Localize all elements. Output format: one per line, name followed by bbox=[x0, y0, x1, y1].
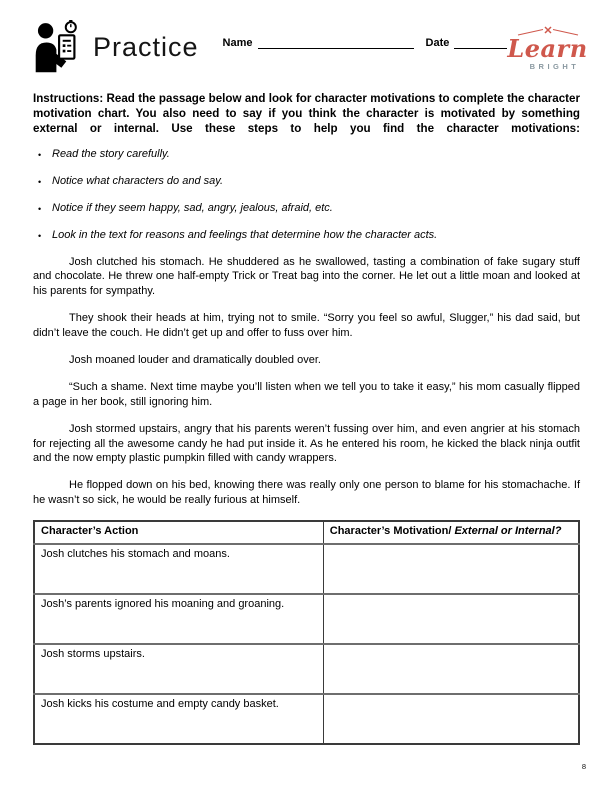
reading-passage bbox=[33, 255, 580, 507]
passage-paragraph: “Such a shame. Next time maybe you’ll listen when we tell you to take it easy,” his mom casually flipped a page in her book, still ignoring him. bbox=[33, 381, 580, 408]
table-header-row bbox=[34, 521, 579, 544]
instructions-text: Instructions: Read the passage below and look for character motivations to complete the character motivation chart. You also need to say if you think the character is motivated by something external or internal. Use these steps to help you find the character motivations: bbox=[33, 92, 580, 135]
list-item bbox=[38, 228, 580, 243]
list-item bbox=[38, 147, 580, 162]
step-text: Look in the text for reasons and feelings that determine how the character acts. bbox=[52, 229, 438, 241]
action-cell: Josh kicks his costume and empty candy basket. bbox=[34, 694, 323, 744]
step-text: Read the story carefully. bbox=[52, 148, 170, 160]
motivation-answer-cell bbox=[323, 644, 579, 694]
logo-subtext: BRIGHT bbox=[529, 61, 580, 71]
date-blank-line bbox=[454, 37, 507, 49]
column-header-action: Character’s Action bbox=[34, 521, 323, 544]
page-title: Practice bbox=[93, 31, 199, 62]
motivation-answer-cell bbox=[323, 594, 579, 644]
page-number: 8 bbox=[581, 762, 586, 771]
table-row bbox=[34, 544, 579, 594]
passage-paragraph: Josh clutched his stomach. He shuddered as he swallowed, tasting a combination of fake sugary stuff and chocolate. He threw one half-empty Trick or Treat bag into the corner. He let out a little moan and looked at his parents for sympathy. bbox=[33, 256, 580, 297]
character-motivation-table bbox=[33, 520, 580, 745]
bullet-marker: • bbox=[38, 204, 42, 214]
steps-list bbox=[33, 147, 580, 243]
column-header-motivation-text: Character’s Motivation/ bbox=[329, 525, 452, 538]
passage-paragraph: They shook their heads at him, trying not to smile. “Sorry you feel so awful, Slugger,” his dad said, but didn’t leave the couch. He didn’t get up and offer to fuss over him. bbox=[33, 312, 580, 339]
column-header-motivation bbox=[323, 521, 579, 544]
name-blank-line bbox=[258, 37, 414, 49]
bullet-marker: • bbox=[38, 150, 42, 160]
person-checklist-stopwatch-icon bbox=[33, 19, 87, 75]
step-text: Notice if they seem happy, sad, angry, jealous, afraid, etc. bbox=[52, 202, 333, 214]
table-row bbox=[34, 644, 579, 694]
action-cell: Josh’s parents ignored his moaning and groaning. bbox=[34, 594, 323, 644]
table-row bbox=[34, 594, 579, 644]
action-cell: Josh storms upstairs. bbox=[34, 644, 323, 694]
passage-paragraph: He flopped down on his bed, knowing there was really only one person to blame for his stomachache. If he wasn’t so sick, he would be really furious at himself. bbox=[33, 479, 580, 506]
name-date-fields bbox=[223, 37, 508, 57]
motivation-answer-cell bbox=[323, 694, 579, 744]
passage-paragraph: Josh stormed upstairs, angry that his parents weren’t fussing over him, and even angrier at his stomach for rejecting all the awesome candy he had put inside it. As he entered his room, he kicked the black ninja outfit and the now empty plastic pumpkin filled with candy wrappers. bbox=[33, 423, 580, 465]
date-label: Date bbox=[425, 37, 450, 49]
motivation-answer-cell bbox=[323, 544, 579, 594]
bullet-marker: • bbox=[38, 177, 42, 187]
list-item bbox=[38, 174, 580, 189]
name-label: Name bbox=[222, 37, 253, 49]
step-text: Notice what characters do and say. bbox=[52, 175, 223, 187]
passage-paragraph: Josh moaned louder and dramatically doubled over. bbox=[69, 354, 321, 367]
header bbox=[33, 0, 588, 76]
logo-word: Learn bbox=[507, 33, 588, 63]
action-cell: Josh clutches his stomach and moans. bbox=[34, 544, 323, 594]
list-item bbox=[38, 201, 580, 216]
bullet-marker: • bbox=[38, 231, 42, 241]
column-header-motivation-italic: External or Internal? bbox=[451, 525, 562, 538]
table-row bbox=[34, 694, 579, 744]
learn-bright-logo bbox=[507, 24, 587, 71]
